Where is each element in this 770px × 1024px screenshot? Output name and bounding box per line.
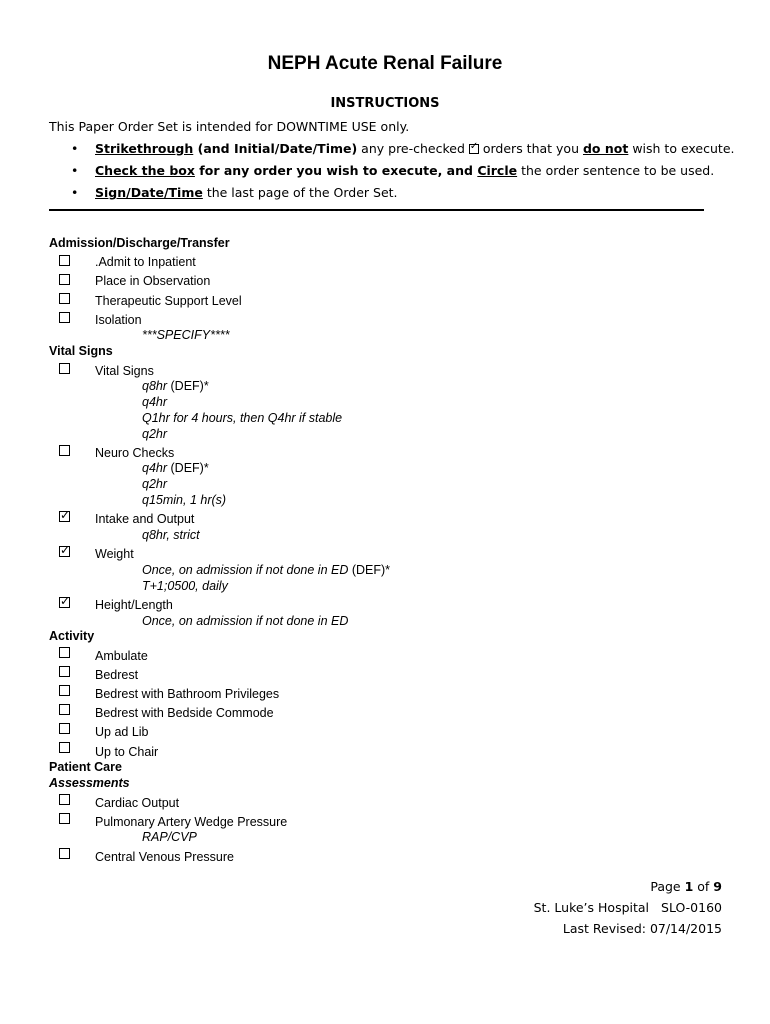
observation-label: Place in Observation bbox=[95, 274, 211, 288]
form-code: SLO-0160 bbox=[661, 900, 722, 915]
bullet-icon: • bbox=[71, 185, 79, 200]
bedrest-bathroom-checkbox[interactable] bbox=[59, 685, 70, 696]
page-of: of bbox=[693, 879, 714, 894]
therapeutic-checkbox[interactable] bbox=[59, 293, 70, 304]
order-sentence-text: the order sentence to be used. bbox=[517, 163, 715, 178]
vital-signs-option: Q1hr for 4 hours, then Q4hr if stable bbox=[142, 411, 343, 425]
height-option: Once, on admission if not done in ED bbox=[142, 614, 349, 628]
strikethrough-text: Strikethrough bbox=[95, 141, 194, 156]
page-label: Page bbox=[650, 879, 685, 894]
isolation-specify: ***SPECIFY**** bbox=[142, 328, 230, 342]
bedrest-commode-label: Bedrest with Bedside Commode bbox=[95, 706, 274, 720]
height-label: Height/Length bbox=[95, 598, 173, 612]
up-to-chair-checkbox[interactable] bbox=[59, 742, 70, 753]
isolation-checkbox[interactable] bbox=[59, 312, 70, 323]
section-admission: Admission/Discharge/Transfer bbox=[49, 236, 230, 250]
bedrest-checkbox[interactable] bbox=[59, 666, 70, 677]
instruction-bullet-1 bbox=[71, 141, 735, 156]
intake-option: q8hr, strict bbox=[142, 528, 200, 542]
vital-signs-option: q2hr bbox=[142, 427, 168, 441]
admit-checkbox[interactable] bbox=[59, 255, 70, 266]
weight-label: Weight bbox=[95, 547, 134, 561]
intake-output-label: Intake and Output bbox=[95, 512, 195, 526]
default-marker: (DEF)* bbox=[348, 563, 391, 577]
divider bbox=[49, 209, 704, 211]
cvp-checkbox[interactable] bbox=[59, 848, 70, 859]
neuro-option bbox=[142, 461, 209, 475]
page-total: 9 bbox=[713, 879, 722, 894]
observation-checkbox[interactable] bbox=[59, 274, 70, 285]
neuro-q4-text: q4hr bbox=[142, 461, 168, 475]
isolation-label: Isolation bbox=[95, 313, 142, 327]
section-activity: Activity bbox=[49, 629, 95, 643]
bedrest-label: Bedrest bbox=[95, 668, 139, 682]
ambulate-checkbox[interactable] bbox=[59, 647, 70, 658]
weight-option: T+1;0500, daily bbox=[142, 579, 228, 593]
bullet-icon: • bbox=[71, 141, 79, 156]
hospital-code bbox=[534, 900, 722, 915]
pawp-option: RAP/CVP bbox=[142, 830, 197, 844]
instructions-intro: This Paper Order Set is intended for DOWNTIME USE only. bbox=[49, 119, 410, 134]
up-ad-lib-label: Up ad Lib bbox=[95, 725, 149, 739]
admit-label: .Admit to Inpatient bbox=[95, 255, 196, 269]
vital-signs-option: q4hr bbox=[142, 395, 168, 409]
section-patient-care: Patient Care bbox=[49, 760, 122, 774]
ambulate-label: Ambulate bbox=[95, 649, 148, 663]
default-marker: (DEF)* bbox=[167, 461, 209, 475]
hospital-name: St. Luke’s Hospital bbox=[533, 900, 650, 915]
wish-execute-text: wish to execute. bbox=[628, 141, 735, 156]
do-not-text: do not bbox=[582, 141, 629, 156]
bedrest-bathroom-label: Bedrest with Bathroom Privileges bbox=[95, 687, 280, 701]
sign-date-time-text: Sign/Date/Time bbox=[95, 185, 203, 200]
therapeutic-label: Therapeutic Support Level bbox=[95, 294, 242, 308]
neuro-checks-checkbox[interactable] bbox=[59, 445, 70, 456]
last-page-text: the last page of the Order Set. bbox=[202, 185, 398, 200]
pre-checked-text: any pre-checked bbox=[357, 141, 469, 156]
weight-once-text: Once, on admission if not done in ED bbox=[142, 563, 349, 577]
bullet-icon: • bbox=[71, 163, 79, 178]
vital-signs-checkbox[interactable] bbox=[59, 363, 70, 374]
check-the-box-text: Check the box bbox=[95, 163, 195, 178]
cardiac-output-checkbox[interactable] bbox=[59, 794, 70, 805]
intake-output-checkbox[interactable] bbox=[59, 511, 70, 522]
neuro-option: q2hr bbox=[142, 477, 168, 491]
default-marker: (DEF)* bbox=[167, 379, 209, 393]
page-number bbox=[650, 879, 722, 894]
last-revised: Last Revised: 07/14/2015 bbox=[562, 921, 722, 936]
pawp-label: Pulmonary Artery Wedge Pressure bbox=[95, 815, 288, 829]
circle-text: Circle bbox=[477, 163, 518, 178]
initial-date-time-text: (and Initial/Date/Time) bbox=[193, 141, 358, 156]
cvp-label: Central Venous Pressure bbox=[95, 850, 234, 864]
up-to-chair-label: Up to Chair bbox=[95, 745, 159, 759]
section-assessments: Assessments bbox=[49, 776, 130, 790]
page-current: 1 bbox=[684, 879, 694, 894]
section-vital-signs: Vital Signs bbox=[49, 344, 113, 358]
weight-checkbox[interactable] bbox=[59, 546, 70, 557]
up-ad-lib-checkbox[interactable] bbox=[59, 723, 70, 734]
orders-text: orders that you bbox=[478, 141, 583, 156]
vs-q8-text: q8hr bbox=[142, 379, 168, 393]
neuro-option: q15min, 1 hr(s) bbox=[142, 493, 227, 507]
neuro-checks-label: Neuro Checks bbox=[95, 446, 175, 460]
vital-signs-label: Vital Signs bbox=[95, 364, 154, 378]
instruction-bullet-3 bbox=[71, 185, 398, 200]
bedrest-commode-checkbox[interactable] bbox=[59, 704, 70, 715]
instruction-bullet-2 bbox=[71, 163, 715, 178]
pawp-checkbox[interactable] bbox=[59, 813, 70, 824]
cardiac-output-label: Cardiac Output bbox=[95, 796, 180, 810]
weight-option bbox=[142, 563, 390, 577]
for-any-order-text: for any order you wish to execute, and bbox=[194, 163, 478, 178]
page-title: NEPH Acute Renal Failure bbox=[267, 53, 503, 74]
checked-box-icon bbox=[469, 144, 479, 154]
instructions-heading: INSTRUCTIONS bbox=[330, 96, 440, 111]
height-checkbox[interactable] bbox=[59, 597, 70, 608]
vital-signs-option bbox=[142, 379, 209, 393]
